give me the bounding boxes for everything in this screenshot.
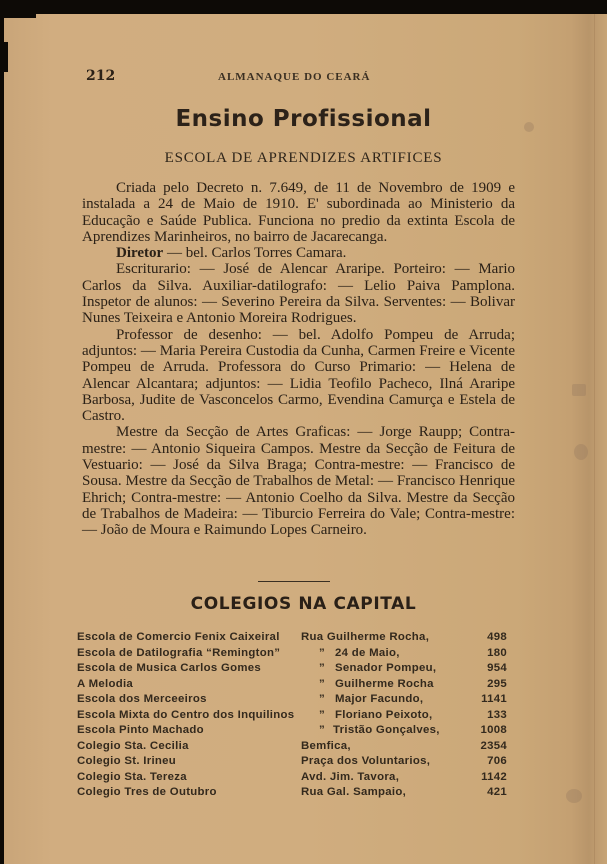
school-name: Escola dos Merceeiros (77, 693, 207, 705)
school-name: Escola de Musica Carlos Gomes (77, 662, 262, 674)
paper-stain (574, 444, 588, 460)
school-name: Colegio St. Irineu (77, 755, 177, 767)
table-row (77, 630, 507, 646)
director-name: — bel. Carlos Torres Camara. (163, 245, 347, 262)
section-subtitle: ESCOLA DE APRENDIZES ARTIFICES (164, 150, 443, 166)
paragraph-workshops: Mestre da Secção de Artes Graficas: — Jorge Raupp; Contra-mestre: — Antonio Siqueira Campos. Mestre da Secção de Feitura de Vestuario: — José da Silva Braga; Contra-mestre: — Francisco de Sousa. Mestre da Secção de Trabalhos de Metal: — Francisco Henrique Ehrich; Contra-mestre: — Antonio Coelho da Silva. Mestre da Secção de Trabalhos de Madeira: — Tiburcio Ferreira do Vale; Contra-mestre: — João de Moura e Raimundo Lopes Carneiro. (82, 424, 515, 539)
table-row (77, 785, 507, 801)
school-number: 1141 (481, 693, 507, 705)
school-number: 2354 (480, 739, 507, 752)
school-street: 24 de Maio, (335, 646, 400, 659)
school-street: Tristão Gonçalves, (333, 724, 440, 736)
school-name: Escola de Datilografia “Remington” (77, 646, 281, 659)
paper-stain (566, 789, 582, 803)
table-row (77, 708, 507, 724)
school-name: A Melodia (77, 677, 134, 690)
table-row (77, 754, 507, 770)
section-divider (258, 581, 330, 582)
page-tear (4, 42, 8, 72)
school-number: 1142 (481, 770, 507, 783)
running-title: ALMANAQUE DO CEARÁ (218, 71, 371, 83)
paper-stain (572, 384, 586, 396)
school-street: Rua Gal. Sampaio, (301, 786, 407, 798)
ditto-mark: ” (319, 662, 325, 674)
school-name: Escola de Comercio Fenix Caixeiral (77, 631, 280, 643)
paragraph-director (82, 245, 515, 261)
school-number: 498 (487, 631, 507, 643)
paragraph-staff: Escriturario: — José de Alencar Araripe. Porteiro: — Mario Carlos da Silva. Auxiliar-datilografo: — Lelio Paiva Pamplona. Inspetor de alunos: — Severino Pereira da Silva. Serventes: — Bolivar Nunes Teixeira e Antonio Moreira Rodrigues. (82, 261, 515, 327)
ditto-mark: ” (319, 693, 325, 705)
colegios-table (77, 630, 507, 801)
page-title: Ensino Profissional (175, 106, 432, 132)
school-street: Senador Pompeu, (335, 662, 437, 674)
school-street: Praça dos Voluntarios, (301, 755, 431, 767)
school-number: 295 (487, 677, 507, 690)
school-name: Colegio Sta. Tereza (77, 770, 187, 783)
school-street: Guilherme Rocha (335, 677, 434, 690)
table-row (77, 723, 507, 739)
director-label: Diretor (116, 245, 164, 262)
school-number: 954 (487, 662, 507, 674)
body-text (82, 180, 515, 539)
school-name: Escola Mixta do Centro dos Inquilinos (77, 708, 295, 721)
school-number: 1008 (480, 724, 507, 736)
school-street: Rua Guilherme Rocha, (301, 631, 430, 643)
school-number: 133 (487, 708, 507, 721)
paragraph-foundation: Criada pelo Decreto n. 7.649, de 11 de Novembro de 1909 e instalada a 24 de Maio de 1910. E' subordinada ao Ministerio da Educação e Saúde Publica. Funciona no predio da extinta Escola de Aprendizes Marinheiros, no bairro de Jacarecanga. (82, 180, 515, 245)
section-title: COLEGIOS NA CAPITAL (190, 594, 417, 614)
page-notch (4, 14, 36, 18)
paragraph-teachers: Professor de desenho: — bel. Adolfo Pompeu de Arruda; adjuntos: — Maria Pereira Custodia da Cunha, Carmen Freire e Vicente Pompeu de Arruda. Professora do Curso Primario: — Helena de Alencar Alcantara; adjuntos: — Lidia Teofilo Pacheco, Ilná Araripe Barbosa, Judite de Vasconcelos Carmo, Evendina Camurça e Estela de Castro. (82, 326, 515, 425)
school-name: Colegio Sta. Cecilia (77, 739, 189, 752)
school-number: 180 (487, 646, 507, 659)
school-street: Major Facundo, (335, 693, 424, 705)
school-name: Colegio Tres de Outubro (77, 786, 217, 798)
school-number: 421 (487, 786, 507, 798)
table-row (77, 770, 507, 786)
running-header (86, 68, 506, 88)
school-street: Avd. Jim. Tavora, (301, 770, 400, 783)
school-street: Bemfica, (301, 739, 351, 752)
school-name: Escola Pinto Machado (77, 724, 204, 736)
ditto-mark: ” (319, 677, 325, 690)
table-row (77, 739, 507, 755)
table-row (77, 692, 507, 708)
ditto-mark: ” (319, 708, 325, 721)
table-row (77, 646, 507, 662)
table-row (77, 677, 507, 693)
ditto-mark: ” (319, 646, 325, 659)
school-number: 706 (487, 755, 507, 767)
page-fold-line (594, 14, 595, 864)
school-street: Floriano Peixoto, (335, 708, 433, 721)
page-number: 212 (86, 68, 116, 84)
ditto-mark: ” (319, 724, 325, 736)
table-row (77, 661, 507, 677)
